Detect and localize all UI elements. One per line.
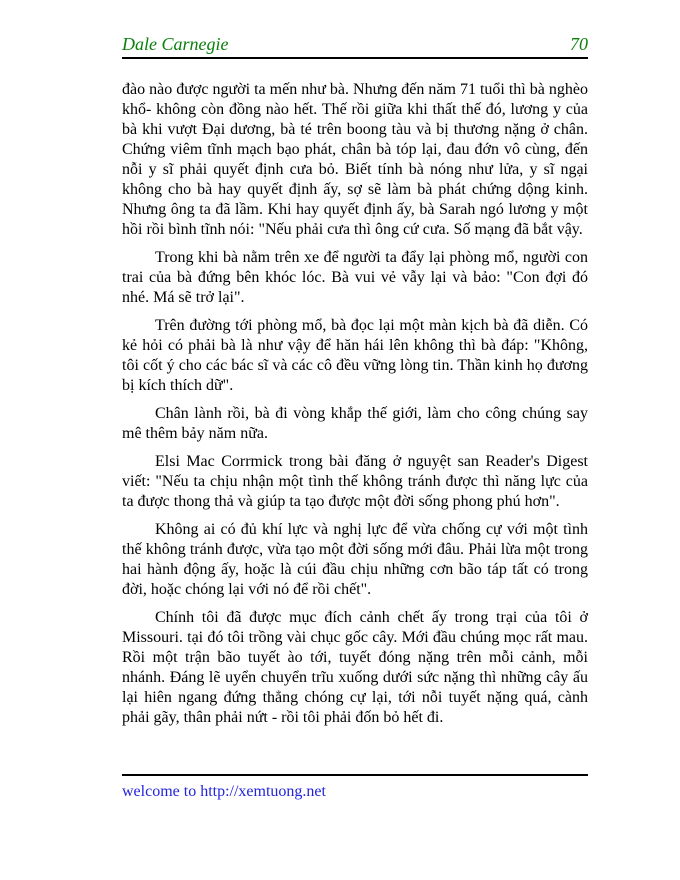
paragraph: Trên đường tới phòng mổ, bà đọc lại một màn kịch bà đã diễn. Có kẻ hỏi có phải bà là như vậy để hăn hái lên không thì bà đáp: "Không, tôi cốt ý cho các bác sĩ và các cô đều vững lòng tin. Thần kinh họ đương bị kích thích dữ". <box>122 317 588 394</box>
paragraph: Trong khi bà nằm trên xe để người ta đẩy lại phòng mổ, người con trai của bà đứng bên khóc lóc. Bà vui vẻ vẫy lại và bảo: "Con đợi đó nhé. Má sẽ trở lại". <box>122 249 588 306</box>
footer-website-link[interactable]: welcome to http://xemtuong.net <box>122 783 326 800</box>
paragraph: Chính tôi đã được mục đích cảnh chết ấy trong trại của tôi ở Missouri. tại đó tôi trồng vài chục gốc cây. Mới đầu chúng mọc rất mau. Rồi một trận bão tuyết ào tới, tuyết đóng nặng trên mỗi cảnh, mỗi nhánh. Đáng lẽ uyển chuyển trĩu xuống dưới sức nặng thì những cây ấu lại hiên ngang đứng thẳng chóng cự lại, tới nỗi tuyết nặng quá, cành phải gãy, thân phải nứt - rồi tôi phải đốn bỏ hết đi. <box>122 609 588 726</box>
paragraph: Chân lành rồi, bà đi vòng khắp thế giới, làm cho công chúng say mê thêm bảy năm nữa. <box>122 405 588 442</box>
header-page-number: 70 <box>570 34 588 54</box>
paragraph: Không ai có đủ khí lực và nghị lực để vừa chống cự với một tình thế không tránh được, vừa tạo một đời sống mới đâu. Phải lừa một trong hai hành động ấy, hoặc là cúi đầu chịu những cơn bão táp tất có trong đời, hoặc chóng lại với nó để rồi chết". <box>122 521 588 598</box>
paragraph: Elsi Mac Corrmick trong bài đăng ở nguyệt san Reader's Digest viết: "Nếu ta chịu nhận một tình thế không tránh được thì năng lực của ta được thong thả và giúp ta tạo được một đời sống phong phú hơn". <box>122 453 588 510</box>
paragraph: đào nào được người ta mến như bà. Nhưng đến năm 71 tuổi thì bà nghèo khổ- không còn đồng nào hết. Thế rồi giữa khi thất thế đó, lương y của bà khi vượt Đại dương, bà té trên boong tàu và bị thương nặng ở chân. Chứng viêm tĩnh mạch bạo phát, chân bà tóp lại, đau đớn vô cùng, đến nỗi y sĩ phải quyết định cưa bỏ. Biết tính bà nóng như lửa, y sĩ ngại không cho bà hay quyết định ấy, sợ sẽ làm bà phát chứng dộng kinh. Nhưng ông ta đã lầm. Khi hay quyết định ấy, bà Sarah ngó lương y một hồi rồi bình tĩnh nói: "Nếu phải cưa thì ông cứ cưa. Số mạng đã bắt vậy. <box>122 81 588 238</box>
page-footer <box>122 774 588 801</box>
header-author: Dale Carnegie <box>122 34 229 54</box>
page-header <box>122 34 588 59</box>
page-body-text <box>122 80 588 736</box>
